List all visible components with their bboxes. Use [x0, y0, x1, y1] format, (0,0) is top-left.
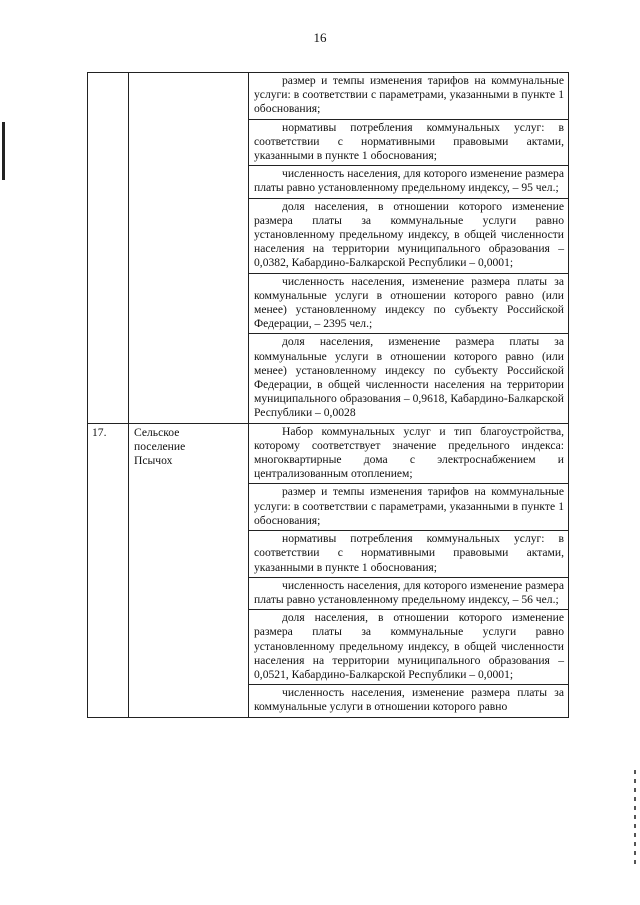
- table-row: [88, 73, 569, 424]
- municipality-name-cell: [129, 423, 249, 717]
- content-paragraph: численность населения, изменение размера платы за коммунальные услуги в отношении которого равно: [249, 684, 568, 716]
- content-paragraph: доля населения, в отношении которого изменение размера платы за коммунальные услуги равно установленному предельному индексу, в общей численности населения на территории муниципального образования – 0,0382, Кабардино-Балкарской Республики – 0,0001;: [249, 198, 568, 273]
- content-paragraph: нормативы потребления коммунальных услуг: в соответствии с нормативными правовыми актами, указанными в пункте 1 обоснования;: [249, 119, 568, 166]
- content-paragraph: численность населения, для которого изменение размера платы равно установленному предельному индексу, – 95 чел.;: [249, 165, 568, 197]
- content-paragraph: Набор коммунальных услуг и тип благоустройства, которому соответствует значение предельного индекса: многоквартирные дома с электроснабжением и централизованным отоплением;: [254, 424, 564, 481]
- page-number: 16: [313, 30, 327, 45]
- content-paragraph: доля населения, в отношении которого изменение размера платы за коммунальные услуги равно установленному предельному индексу, в общей численности населения на территории муниципального образования – 0,0521, Кабардино-Балкарской Республики – 0,0001;: [249, 609, 568, 684]
- binding-margin-mark: [2, 122, 5, 180]
- row-content-cell: [249, 423, 569, 717]
- content-paragraph: численность населения, для которого изменение размера платы равно установленному предельному индексу, – 56 чел.;: [249, 577, 568, 609]
- row-content-cell: [249, 73, 569, 424]
- row-number-cell: [88, 73, 129, 424]
- content-paragraph: численность населения, изменение размера платы за коммунальные услуги в отношении которого равно (или менее) установленному индексу по субъекту Российской Федерации, – 2395 чел.;: [249, 273, 568, 334]
- municipality-name-line: Псычох: [134, 454, 173, 468]
- content-paragraph: нормативы потребления коммунальных услуг: в соответствии с нормативными правовыми актами, указанными в пункте 1 обоснования;: [249, 530, 568, 577]
- document-table: [87, 72, 569, 718]
- content-paragraph: доля населения, изменение размера платы за коммунальные услуги в отношении которого равно (или менее) установленному индексу по субъекту Российской Федерации, в общей численности населения на территории муниципального образования – 0,9618, Кабардино-Балкарской Республики – 0,0028: [249, 333, 568, 422]
- scan-edge-marks: [634, 770, 636, 866]
- table-row: [88, 423, 569, 717]
- municipality-name-cell: [129, 73, 249, 424]
- municipality-name-line: Сельское: [134, 425, 180, 439]
- municipality-name-line: поселение: [134, 439, 186, 453]
- content-paragraph: размер и темпы изменения тарифов на коммунальные услуги: в соответствии с параметрами, указанными в пункте 1 обоснования;: [254, 74, 564, 116]
- row-number-cell: 17.: [88, 423, 129, 717]
- content-paragraph: размер и темпы изменения тарифов на коммунальные услуги: в соответствии с параметрами, указанными в пункте 1 обоснования;: [249, 483, 568, 530]
